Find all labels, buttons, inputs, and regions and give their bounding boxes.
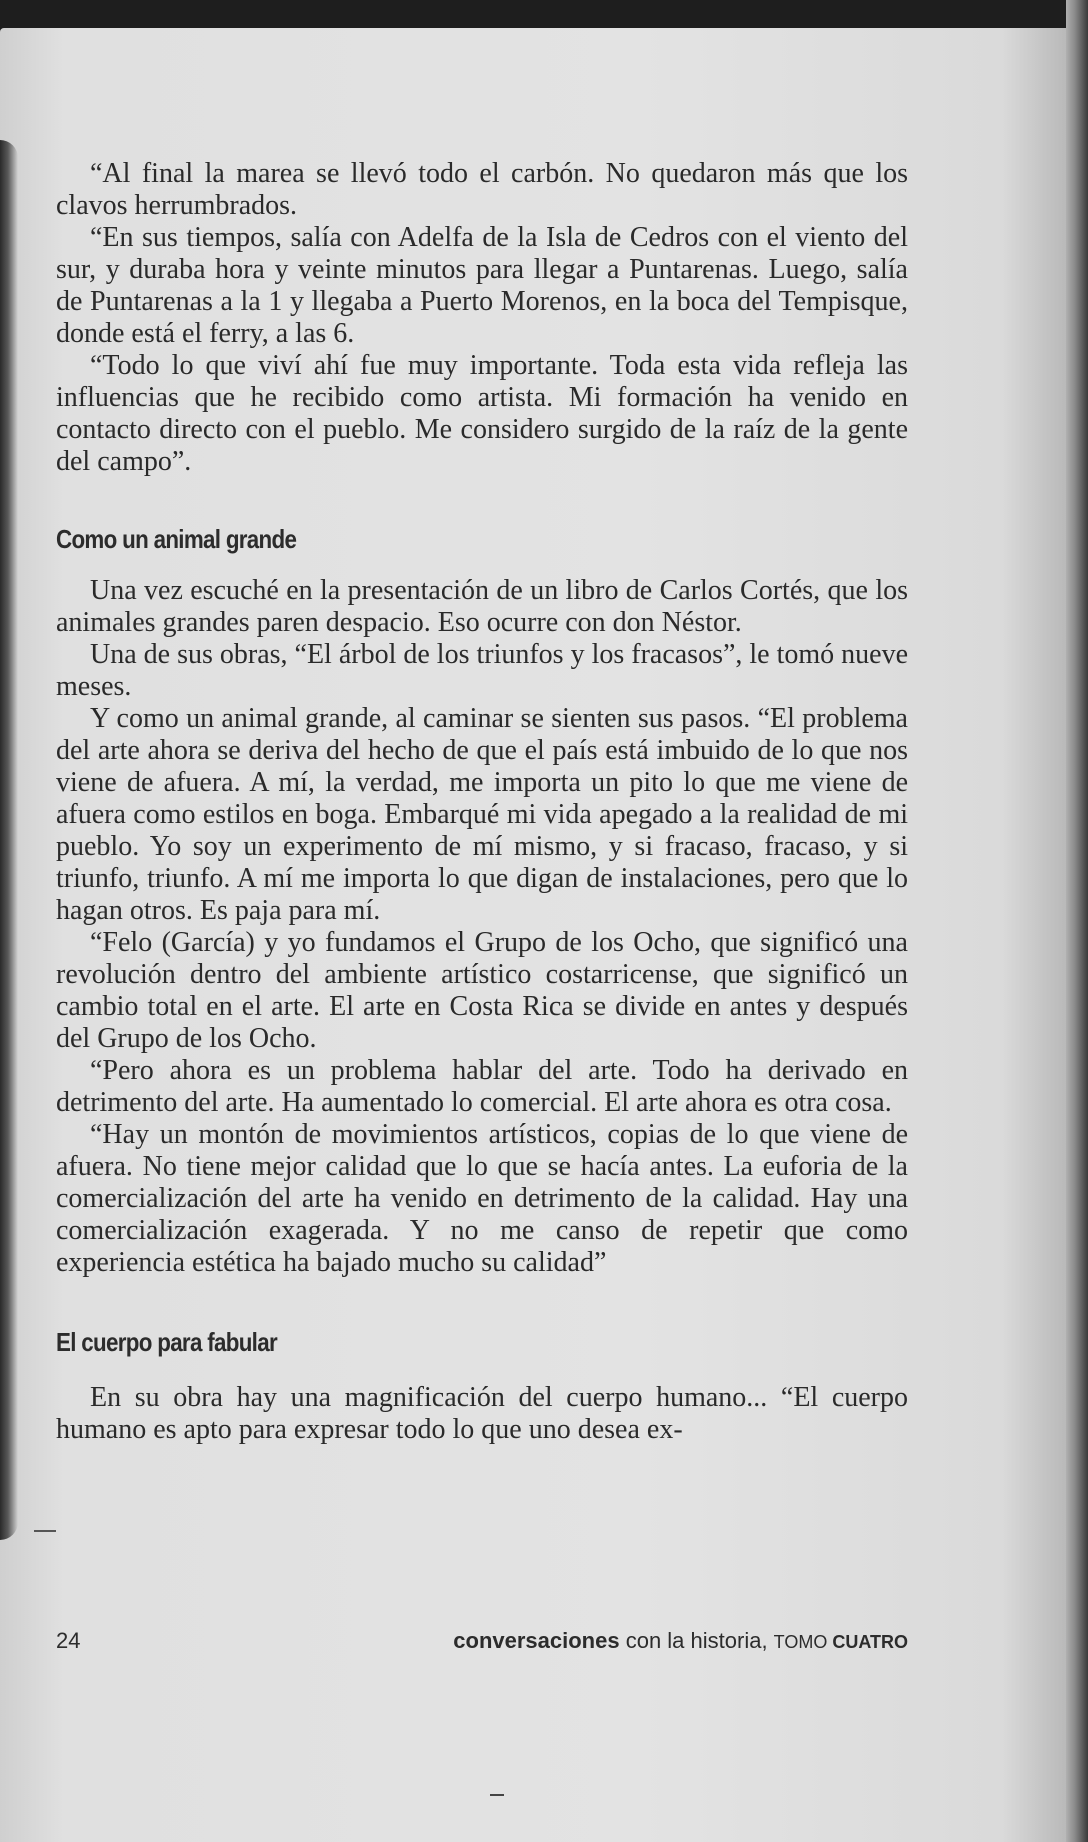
paragraph: “Hay un montón de movimientos artísticos, copias de lo que viene de afuera. No tiene mejor calidad que lo que se hacía antes. La euforia de la comercialización del arte ha venido en detrimento de la calidad. Hay una comercialización exagerada. Y no me canso de repetir que como experiencia estética ha bajado mucho su calidad” — [56, 1119, 908, 1278]
series-title-tomo: TOMO — [773, 1632, 833, 1652]
section-heading-animal-grande: Como un animal grande — [56, 524, 297, 554]
paragraph: “Pero ahora es un problema hablar del arte. Todo ha derivado en detrimento del arte. Ha aumentado lo comercial. El arte ahora es otra cosa. — [56, 1055, 908, 1118]
paragraph: Una vez escuché en la presentación de un libro de Carlos Cortés, que los animales grandes paren despacio. Eso ocurre con don Néstor. — [56, 575, 908, 638]
page-number: 24 — [56, 1628, 81, 1653]
paragraph: “Felo (García) y yo fundamos el Grupo de los Ocho, que significó una revolución dentro del ambiente artístico costarricense, que significó un cambio total en el arte. El arte en Costa Rica se divide en antes y después del Grupo de los Ocho. — [56, 927, 908, 1054]
paragraph: “Al final la marea se llevó todo el carbón. No quedaron más que los clavos herrumbrados. — [56, 158, 908, 221]
page-content — [56, 158, 908, 1446]
paragraph: “En sus tiempos, salía con Adelfa de la Isla de Cedros con el viento del sur, y duraba hora y veinte minutos para llegar a Puntarenas. Luego, salía de Puntarenas a la 1 y llegaba a Puerto Morenos, en la boca del Tempisque, donde está el ferry, a las 6. — [56, 222, 908, 349]
series-title-cuatro: CUATRO — [832, 1632, 908, 1652]
paragraph: Y como un animal grande, al caminar se sienten sus pasos. “El problema del arte ahora se deriva del hecho de que el país está imbuido de lo que nos viene de afuera. A mí, la verdad, me importa un pito lo que me viene de afuera como estilos en boga. Embarqué mi vida apegado a la realidad de mi pueblo. Yo soy un experimento de mí mismo, y si fracaso, fracaso, y si triunfo, triunfo. A mí me importa lo que digan de instalaciones, pero que lo hagan otros. Es paja para mí. — [56, 703, 908, 926]
paragraph: En su obra hay una magnificación del cuerpo humano... “El cuerpo humano es apto para expresar todo lo que uno desea ex- — [56, 1382, 908, 1445]
paragraph: Una de sus obras, “El árbol de los triunfos y los fracasos”, le tomó nueve meses. — [56, 639, 909, 702]
margin-dash-mark — [34, 1530, 56, 1532]
series-title — [453, 1628, 908, 1654]
page-edge — [1066, 0, 1088, 1842]
paragraph: “Todo lo que viví ahí fue muy importante. Toda esta vida refleja las influencias que he recibido como artista. Mi formación ha venido en contacto directo con el pueblo. Me considero surgido de la raíz de la gente del campo”. — [56, 350, 908, 477]
series-title-mid: con la historia, — [619, 1628, 774, 1653]
section-heading-cuerpo-fabular: El cuerpo para fabular — [56, 1327, 277, 1357]
spine-shadow — [0, 140, 18, 1540]
series-title-bold: conversaciones — [453, 1628, 620, 1653]
bottom-dash-mark — [490, 1794, 504, 1796]
